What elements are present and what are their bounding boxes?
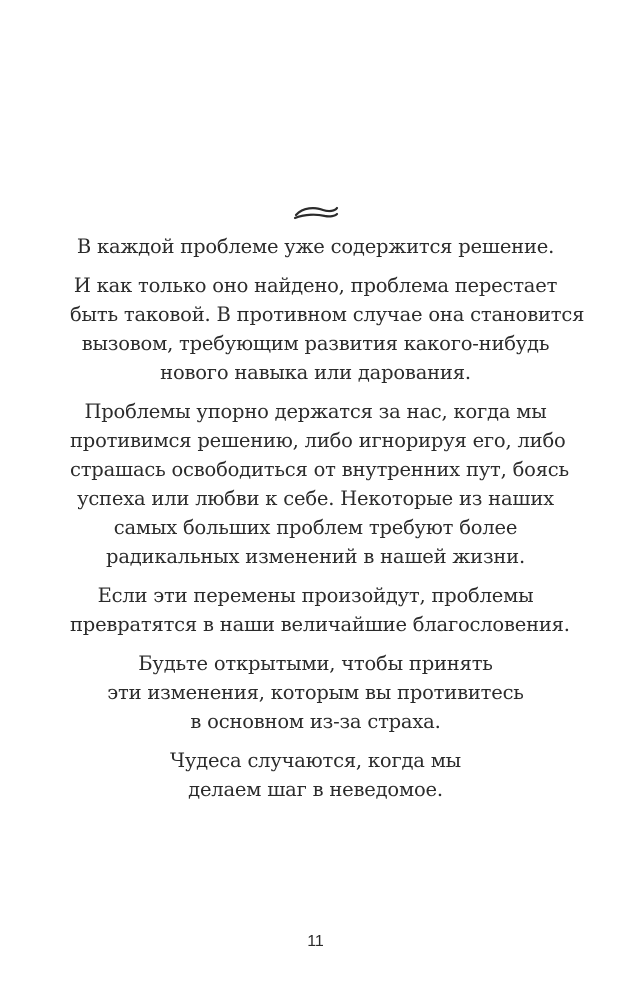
text-line: быть таковой. В противном случае она становится (70, 303, 585, 326)
paragraph (70, 271, 585, 387)
text-line: эти изменения, которым вы противитесь (107, 681, 524, 704)
paragraph (70, 581, 570, 639)
text-line: радикальных изменений в нашей жизни. (106, 545, 525, 568)
text-line: Будьте открытыми, чтобы принять (138, 652, 493, 675)
paragraph (70, 649, 561, 736)
text-line: Если эти перемены произойдут, проблемы (97, 584, 534, 607)
text-line: в основном из-за страха. (190, 710, 441, 733)
text-line: страшась освободиться от внутренних пут, боясь (70, 458, 569, 481)
page-number: 11 (307, 933, 324, 950)
text-line: вызовом, требующим развития какого-нибудь (81, 332, 550, 355)
text-line: нового навыка или дарования. (160, 361, 471, 384)
text-line: В каждой проблеме уже содержится решение. (76, 235, 555, 258)
text-line: делаем шаг в неведомое. (188, 778, 443, 801)
text-line: Чудеса случаются, когда мы (170, 749, 461, 772)
text-line: противимся решению, либо игнорируя его, либо (70, 429, 566, 452)
text-line: успеха или любви к себе. Некоторые из наших (77, 487, 554, 510)
text-line: Проблемы упорно держатся за нас, когда мы (84, 400, 547, 423)
paragraph (70, 397, 569, 571)
paragraph (70, 232, 561, 261)
text-line: превратятся в наши величайшие благословения. (70, 613, 570, 636)
main-text (70, 232, 585, 814)
text-line: самых больших проблем требуют более (113, 516, 518, 539)
flourish-icon (293, 203, 339, 223)
text-line: И как только оно найдено, проблема перестает (73, 274, 558, 297)
paragraph (70, 746, 561, 804)
